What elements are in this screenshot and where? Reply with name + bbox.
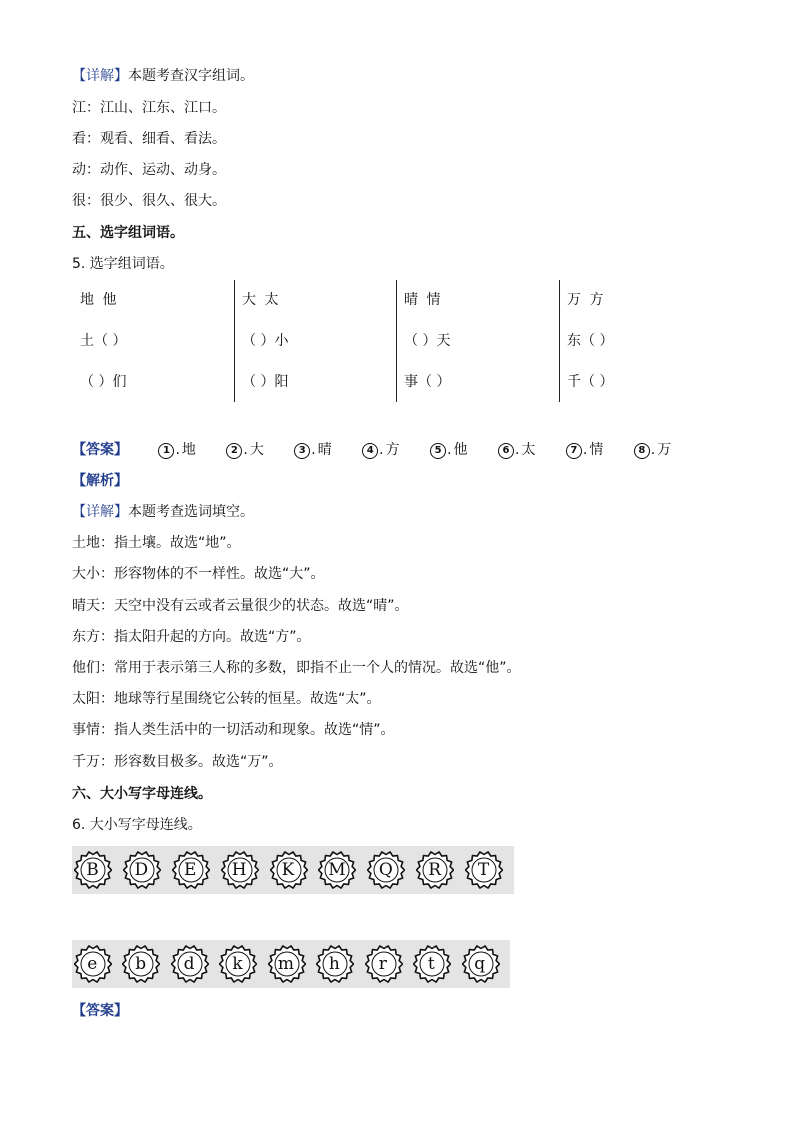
fill-blank[interactable]: 土（ ） [80, 333, 127, 349]
question6: 6. 大小写字母连线。 [72, 817, 202, 833]
detail-text: 本题考查选词填空。 [128, 504, 254, 520]
explanation-line: 他们：常用于表示第三人称的多数，即指不止一个人的情况。故选“他”。 [72, 660, 521, 676]
letter-text: k [232, 954, 243, 974]
letter-text: D [134, 860, 149, 880]
fill-blank[interactable]: 千（ ） [567, 374, 614, 390]
fill-blank[interactable]: （ ）们 [80, 374, 127, 390]
word-line: 动：动作、运动、动身。 [72, 162, 226, 178]
question5: 5. 选字组词语。 [72, 256, 174, 272]
explanation-line: 土地：指土壤。故选“地”。 [72, 535, 241, 551]
answer-item: 6 . 太 [498, 440, 535, 460]
letter-text: h [328, 954, 340, 974]
analysis-tag: 【解析】 [72, 473, 128, 489]
explanation-line: 大小：形容物体的不一样性。故选“大”。 [72, 566, 325, 582]
answer-item: 2 . 大 [226, 440, 263, 460]
letter-text: Q [378, 860, 393, 880]
letter-text: d [183, 954, 195, 974]
answer-item: 4 . 方 [362, 440, 399, 460]
table-column [559, 280, 719, 402]
uppercase-letter-badge[interactable] [465, 851, 502, 889]
explanation-line: 事情：指人类生活中的一切活动和现象。故选“情”。 [72, 722, 395, 738]
detail-line [72, 66, 254, 86]
letter-text: q [474, 954, 486, 974]
char-options: 大 太 [242, 292, 281, 308]
letter-text: B [86, 860, 99, 880]
answer-item: 7 . 情 [566, 440, 603, 460]
char-options: 万 方 [567, 292, 606, 308]
uppercase-letter-badge[interactable] [123, 851, 160, 889]
answer-item: 5 . 他 [430, 440, 467, 460]
lowercase-letter-badge[interactable] [219, 945, 255, 983]
answer-item: 8 . 万 [634, 440, 671, 460]
explanation-line: 太阳：地球等行星围绕它公转的恒星。故选“太”。 [72, 691, 381, 707]
letter-text: T [477, 860, 490, 880]
lowercase-letter-badge[interactable] [365, 945, 401, 983]
fill-blank[interactable]: （ ）天 [404, 333, 451, 349]
letter-text: t [427, 954, 435, 974]
answer-tag: 【答案】 [72, 442, 128, 458]
explanation-line: 东方：指太阳升起的方向。故选“方”。 [72, 629, 311, 645]
word-line: 看：观看、细看、看法。 [72, 131, 226, 147]
detail-tag: 【详解】 [72, 504, 128, 520]
uppercase-letter-badge[interactable] [172, 851, 209, 889]
column-divider [559, 280, 560, 402]
word-choice-table [72, 280, 662, 402]
letter-text: b [135, 954, 147, 974]
lowercase-letter-badge[interactable] [316, 945, 352, 983]
lowercase-letter-badge[interactable] [268, 945, 304, 983]
answer-row [72, 440, 671, 460]
uppercase-letter-badge[interactable] [74, 851, 111, 889]
explanation-line: 晴天：天空中没有云或者云量很少的状态。故选“晴”。 [72, 598, 409, 614]
answer-item: 1 . 地 [158, 440, 195, 460]
detail-line [72, 502, 254, 522]
column-divider [396, 280, 397, 402]
uppercase-letter-badge[interactable] [270, 851, 307, 889]
letter-text: K [281, 860, 295, 880]
letter-text: R [428, 860, 442, 880]
word-line: 很：很少、很久、很大。 [72, 193, 226, 209]
lowercase-letter-badge[interactable] [74, 945, 110, 983]
answer-tag: 【答案】 [72, 1003, 128, 1019]
uppercase-letter-badge[interactable] [318, 851, 355, 889]
letter-text: r [378, 954, 387, 974]
fill-blank[interactable]: 事（ ） [404, 374, 451, 390]
uppercase-strip [72, 846, 514, 894]
lowercase-letter-badge[interactable] [462, 945, 498, 983]
lowercase-letter-badge[interactable] [122, 945, 158, 983]
lowercase-letter-badge[interactable] [413, 945, 449, 983]
section5-heading: 五、选字组词语。 [72, 225, 184, 241]
word-line: 江：江山、江东、江口。 [72, 100, 226, 116]
table-column [396, 280, 556, 402]
table-column [234, 280, 394, 402]
section6-heading: 六、大小写字母连线。 [72, 786, 212, 802]
fill-blank[interactable]: （ ）小 [242, 333, 289, 349]
table-column [72, 280, 232, 402]
letter-text: H [231, 860, 247, 880]
column-divider [234, 280, 235, 402]
lowercase-letter-badge[interactable] [171, 945, 207, 983]
letter-text: e [87, 954, 98, 974]
letter-text: E [184, 860, 197, 880]
fill-blank[interactable]: 东（ ） [567, 333, 614, 349]
uppercase-letter-badge[interactable] [221, 851, 258, 889]
letter-text: M [328, 860, 346, 880]
fill-blank[interactable]: （ ）阳 [242, 374, 289, 390]
char-options: 地 他 [80, 292, 119, 308]
detail-text: 本题考查汉字组词。 [128, 68, 254, 84]
answer-item: 3 . 晴 [294, 440, 331, 460]
explanation-line: 千万：形容数目极多。故选“万”。 [72, 754, 283, 770]
lowercase-strip [72, 940, 510, 988]
uppercase-letter-badge[interactable] [416, 851, 453, 889]
detail-tag: 【详解】 [72, 68, 128, 84]
char-options: 晴 情 [404, 292, 443, 308]
uppercase-letter-badge[interactable] [367, 851, 404, 889]
letter-text: m [277, 954, 295, 974]
